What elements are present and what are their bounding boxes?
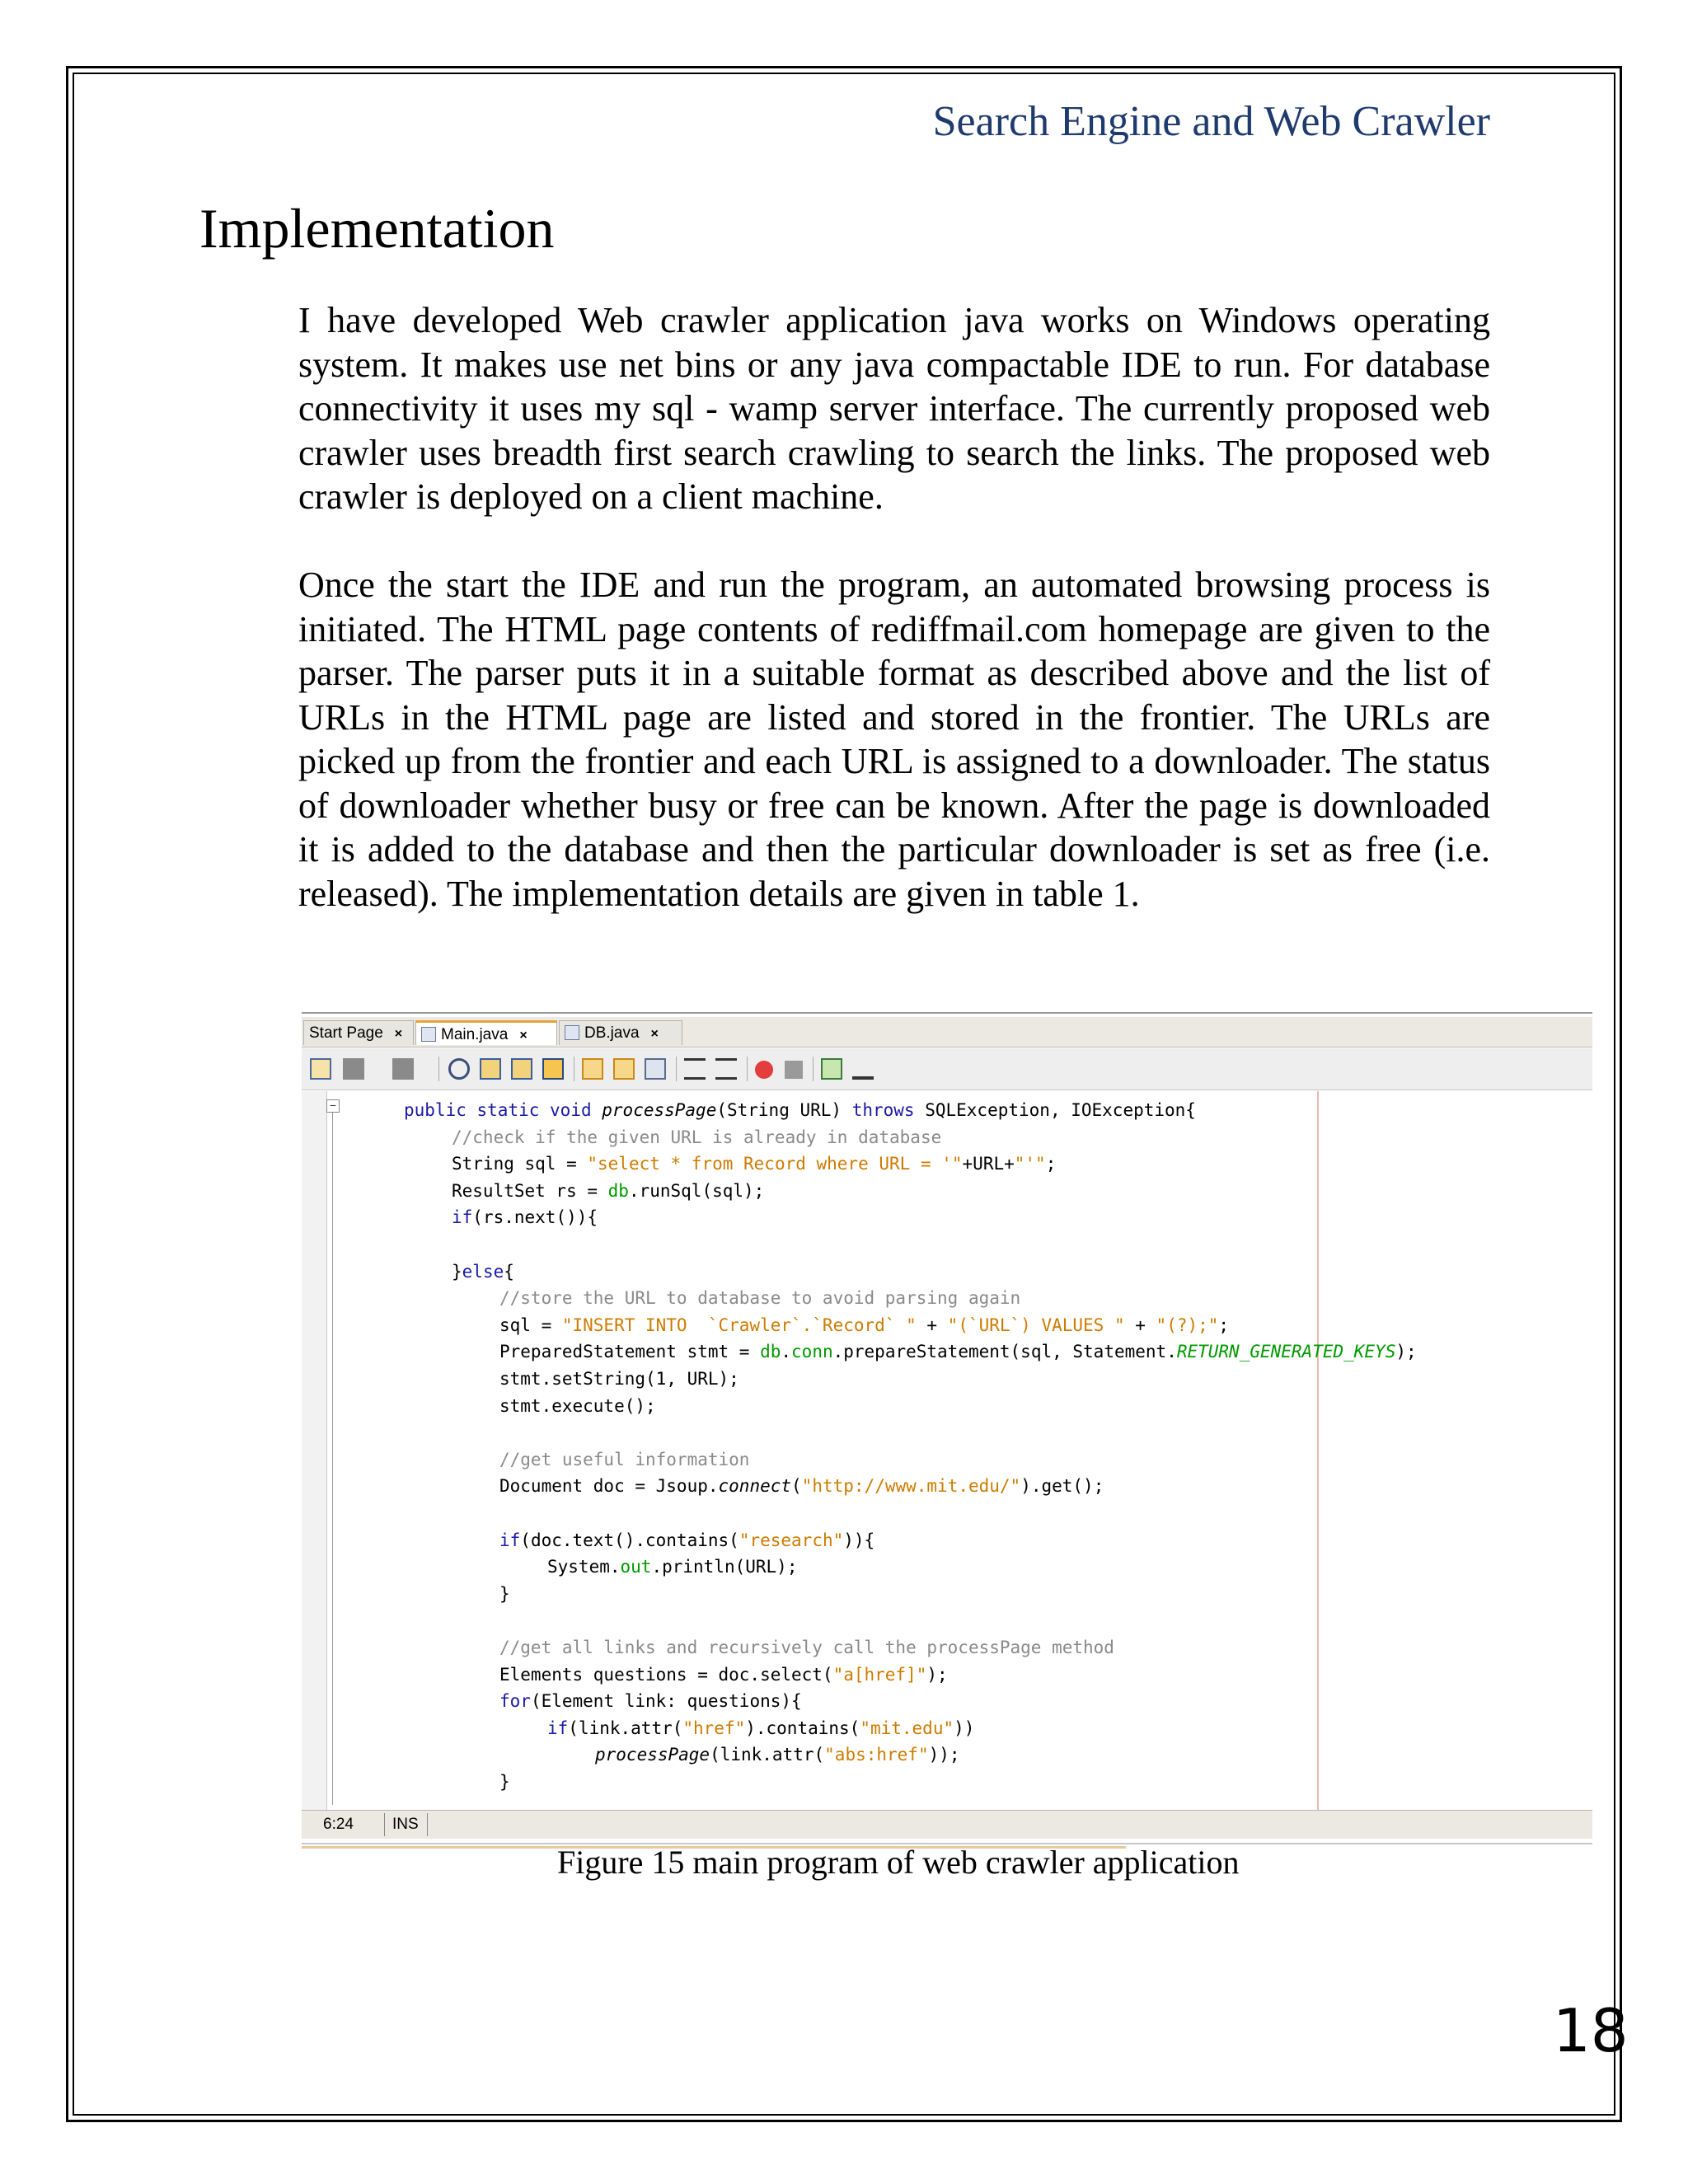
- page-number: 18: [1553, 1996, 1629, 2065]
- insert-mode: INS: [392, 1816, 419, 1833]
- code-line: //store the URL to database to avoid parsing again: [499, 1288, 1021, 1309]
- caret-position: 6:24: [323, 1816, 354, 1833]
- shift-right-icon[interactable]: [715, 1058, 737, 1080]
- code-line: stmt.setString(1, URL);: [499, 1369, 739, 1389]
- code-line: if(rs.next()){: [452, 1207, 598, 1228]
- toolbar-separator: [747, 1057, 748, 1081]
- previous-bookmark-icon[interactable]: [582, 1058, 603, 1080]
- editor-status-bar: [302, 1810, 1592, 1839]
- code-line: ResultSet rs = db.runSql(sql);: [452, 1180, 765, 1201]
- close-icon[interactable]: ×: [394, 1027, 403, 1041]
- body-paragraph: I have developed Web crawler application java works on Windows operating system. It makes use net bins or any java compactable IDE to run. For database connectivity it uses my sql - wamp server interface. The currently proposed web crawler uses breadth first search crawling to search the links. The proposed web crawler is deployed on a client machine.: [298, 300, 1490, 517]
- running-header: Search Engine and Web Crawler: [932, 98, 1490, 145]
- section-heading: Implementation: [199, 197, 555, 260]
- next-bookmark-icon[interactable]: [613, 1058, 635, 1080]
- uncomment-icon[interactable]: [852, 1058, 874, 1080]
- code-line: for(Element link: questions){: [499, 1691, 802, 1712]
- code-line: System.out.println(URL);: [547, 1557, 798, 1577]
- code-line: //get all links and recursively call the processPage method: [499, 1638, 1114, 1657]
- fold-toggle-icon[interactable]: −: [326, 1099, 340, 1113]
- tab-label: Start Page: [309, 1024, 383, 1042]
- close-icon[interactable]: ×: [650, 1027, 659, 1041]
- status-divider: [384, 1813, 385, 1836]
- figure-caption: Figure 15 main program of web crawler application: [557, 1844, 1240, 1881]
- code-line: stmt.execute();: [499, 1395, 656, 1416]
- code-line: //get useful information: [499, 1449, 750, 1469]
- code-editor[interactable]: [302, 1091, 1592, 1810]
- code-area: [302, 1091, 1592, 1810]
- find-previous-icon[interactable]: [480, 1058, 501, 1080]
- find-next-icon[interactable]: [511, 1058, 532, 1080]
- code-line: //check if the given URL is already in database: [452, 1127, 942, 1147]
- code-line: if(doc.text().contains("research")){: [499, 1530, 875, 1550]
- toolbar-separator: [438, 1057, 439, 1081]
- forward-icon[interactable]: [343, 1058, 364, 1080]
- close-icon[interactable]: ×: [519, 1029, 528, 1043]
- tab-main-java[interactable]: [415, 1020, 557, 1045]
- record-macro-icon[interactable]: [755, 1061, 773, 1079]
- toolbar-separator: [676, 1057, 677, 1081]
- find-icon[interactable]: [448, 1058, 470, 1080]
- tab-start-page[interactable]: [303, 1020, 414, 1045]
- editor-toolbar: [302, 1048, 1592, 1090]
- comment-icon[interactable]: [821, 1058, 842, 1080]
- code-line: }else{: [452, 1261, 514, 1282]
- tab-label: DB.java: [584, 1024, 640, 1042]
- shift-left-icon[interactable]: [684, 1058, 706, 1080]
- editor-tab-bar: [302, 1017, 1592, 1047]
- back-icon[interactable]: [310, 1058, 331, 1080]
- toggle-bookmark-icon[interactable]: [645, 1058, 666, 1080]
- java-file-icon: [565, 1025, 579, 1040]
- java-file-icon: [421, 1027, 436, 1042]
- body-paragraph: Once the start the IDE and run the program, an automated browsing process is initiated. The HTML page contents of rediffmail.com homepage are given to the parser. The parser puts it in a suitable format as described above and the list of URLs in the HTML page are listed and stored in the frontier. The URLs are picked up from the frontier and each URL is assigned to a downloader. The status of downloader whether busy or free can be known. After the page is downloaded it is added to the database and then the particular downloader is set as free (i.e. released). The implementation details are given in table 1.: [298, 565, 1490, 914]
- code-line: Elements questions = doc.select("a[href]");: [499, 1664, 948, 1685]
- toggle-highlight-icon[interactable]: [542, 1058, 564, 1080]
- ide-screenshot: [302, 1012, 1592, 1848]
- toolbar-separator: [813, 1057, 814, 1081]
- code-line: public static void processPage(String URL) throws SQLException, IOException{: [404, 1100, 1196, 1120]
- code-line: }: [499, 1772, 510, 1792]
- tab-db-java[interactable]: [559, 1020, 682, 1045]
- code-line: String sql = "select * from Record where URL = '"+URL+"'";: [452, 1154, 1057, 1174]
- stop-macro-icon[interactable]: [785, 1061, 803, 1079]
- code-line: PreparedStatement stmt = db.conn.prepareStatement(sql, Statement.RETURN_GENERATED_KEYS);: [499, 1342, 1417, 1362]
- code-line: sql = "INSERT INTO `Crawler`.`Record` " + "(`URL`) VALUES " + "(?);";: [499, 1315, 1230, 1335]
- code-line: if(link.attr("href").contains("mit.edu")): [547, 1718, 975, 1738]
- tab-label: Main.java: [441, 1026, 509, 1043]
- code-line: processPage(link.attr("abs:href"));: [595, 1745, 960, 1765]
- status-divider: [427, 1813, 428, 1836]
- history-icon[interactable]: [392, 1058, 414, 1080]
- code-line: Document doc = Jsoup.connect("http://www.mit.edu/").get();: [499, 1476, 1104, 1497]
- code-line: }: [499, 1583, 510, 1604]
